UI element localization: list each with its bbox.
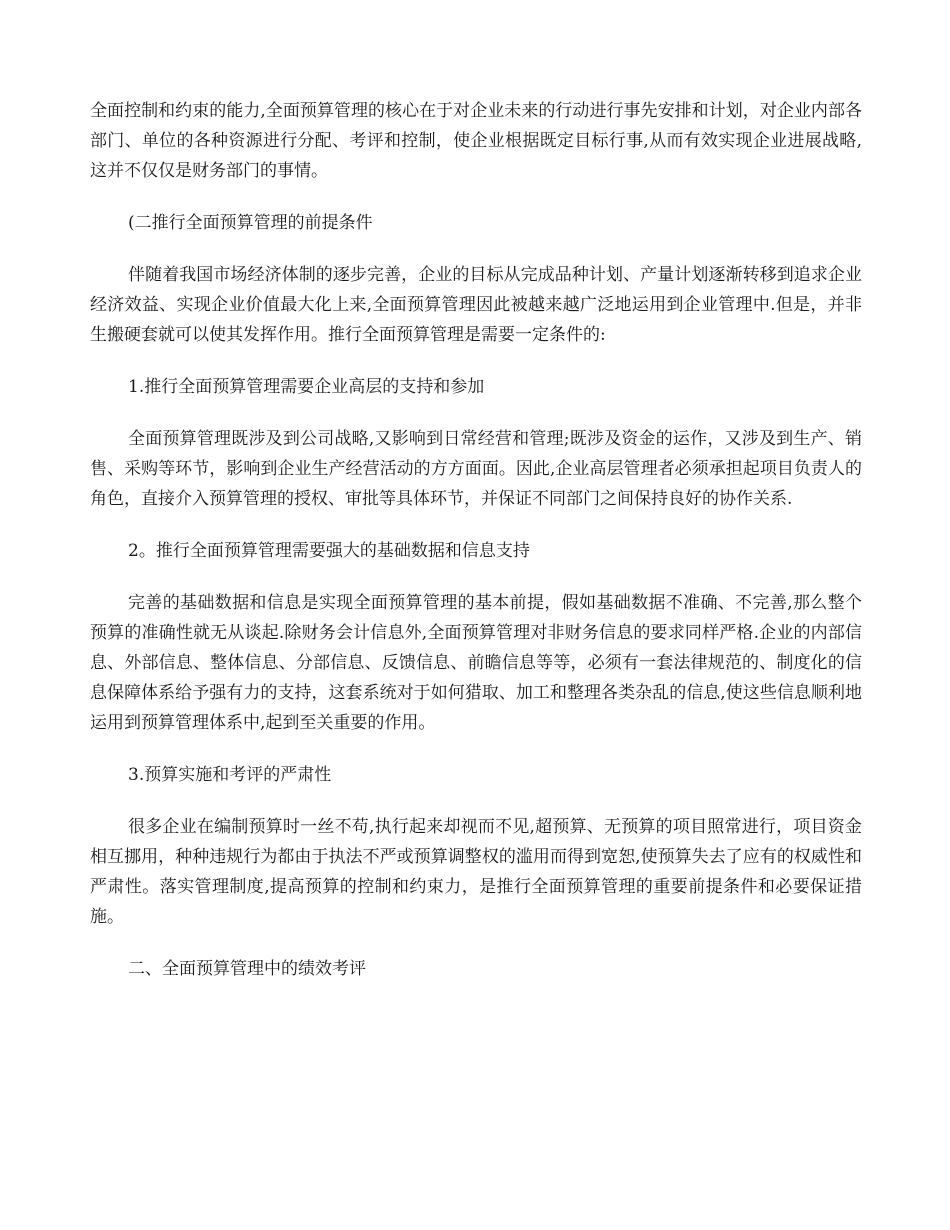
paragraph-intro-continuation: 全面控制和约束的能力,全面预算管理的核心在于对企业未来的行动进行事先安排和计划，对企业内部各部门、单位的各种资源进行分配、考评和控制，使企业根据既定目标行事,从而有效实现企业进展战略,这并不仅仅是财务部门的事情。 xyxy=(90,101,862,181)
subheading-data-support: 2。推行全面预算管理需要强大的基础数据和信息支持 xyxy=(128,541,530,561)
paragraph-market-economy: 伴随着我国市场经济体制的逐步完善，企业的目标从完成品种计划、产量计划逐渐转移到追求企业经济效益、实现企业价值最大化上来,全面预算管理因此被越来越广泛地运用到企业管理中.但是，并非生搬硬套就可以使其发挥作用。推行全面预算管理是需要一定条件的: xyxy=(90,265,862,345)
section-heading-performance: 二、全面预算管理中的绩效考评 xyxy=(128,959,366,979)
paragraph-data-support: 完善的基础数据和信息是实现全面预算管理的基本前提，假如基础数据不准确、不完善,那么整个预算的准确性就无从谈起.除财务会计信息外,全面预算管理对非财务信息的要求同样严格.企业的内部信息、外部信息、整体信息、分部信息、反馈信息、前瞻信息等等，必须有一套法律规范的、制度化的信息保障体系给予强有力的支持，这套系统对于如何猎取、加工和整理各类杂乱的信息,使这些信息顺利地运用到预算管理体系中,起到至关重要的作用。 xyxy=(90,593,862,733)
subheading-seriousness: 3.预算实施和考评的严肃性 xyxy=(128,765,332,785)
paragraph-seriousness: 很多企业在编制预算时一丝不苟,执行起来却视而不见,超预算、无预算的项目照常进行，项目资金相互挪用，种种违规行为都由于执法不严或预算调整权的滥用而得到宽恕,使预算失去了应有的权威性和严肃性。落实管理制度,提高预算的控制和约束力，是推行全面预算管理的重要前提条件和必要保证措施。 xyxy=(90,817,862,927)
document-body xyxy=(90,96,862,1006)
subheading-senior-support: 1.推行全面预算管理需要企业高层的支持和参加 xyxy=(128,377,485,397)
paragraph-senior-support: 全面预算管理既涉及到公司战略,又影响到日常经营和管理;既涉及资金的运作，又涉及到生产、销售、采购等环节，影响到企业生产经营活动的方方面面。因此,企业高层管理者必须承担起项目负责人的角色，直接介入预算管理的授权、审批等具体环节，并保证不同部门之间保持良好的协作关系. xyxy=(90,429,862,509)
section-heading-preconditions: (二推行全面预算管理的前提条件 xyxy=(128,213,373,233)
